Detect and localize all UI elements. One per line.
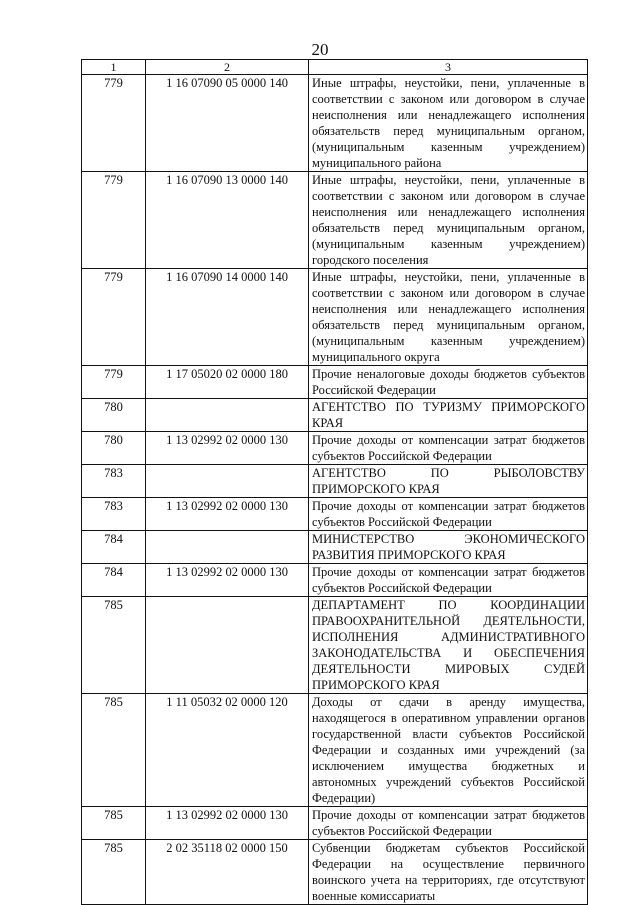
- table-row: [82, 172, 588, 269]
- revenue-code-cell: [146, 597, 309, 694]
- admin-code-cell: 779: [82, 269, 146, 366]
- agency-name-cell: ДЕПАРТАМЕНТ ПО КООРДИНАЦИИ ПРАВООХРАНИТЕЛЬНОЙ ДЕЯТЕЛЬНОСТИ, ИСПОЛНЕНИЯ АДМИНИСТРАТИВНОГО ЗАКОНОДАТЕЛЬСТВА И ОБЕСПЕЧЕНИЯ ДЕЯТЕЛЬНОСТИ МИРОВЫХ СУДЕЙ ПРИМОРСКОГО КРАЯ: [309, 597, 588, 694]
- agency-row: [82, 597, 588, 694]
- revenue-code-cell: 1 16 07090 05 0000 140: [146, 75, 309, 172]
- revenue-code-cell: [146, 399, 309, 432]
- revenue-code-cell: [146, 531, 309, 564]
- admin-code-cell: 785: [82, 694, 146, 807]
- agency-row: [82, 531, 588, 564]
- description-cell: Иные штрафы, неустойки, пени, уплаченные в соответствии с законом или договором в случае неисполнения или ненадлежащего исполнения обязательств перед муниципальным органом, (муниципальным казенным учреждением) городского поселения: [309, 172, 588, 269]
- admin-code-cell: 783: [82, 465, 146, 498]
- agency-name-cell: АГЕНТСТВО ПО РЫБОЛОВСТВУ ПРИМОРСКОГО КРАЯ: [309, 465, 588, 498]
- admin-code-cell: 783: [82, 498, 146, 531]
- revenue-code-cell: 1 13 02992 02 0000 130: [146, 807, 309, 840]
- table-header-row: [82, 60, 588, 75]
- admin-code-cell: 780: [82, 399, 146, 432]
- admin-code-cell: 779: [82, 75, 146, 172]
- table-row: [82, 694, 588, 807]
- agency-name-cell: МИНИСТЕРСТВО ЭКОНОМИЧЕСКОГО РАЗВИТИЯ ПРИМОРСКОГО КРАЯ: [309, 531, 588, 564]
- revenue-code-cell: 1 13 02992 02 0000 130: [146, 432, 309, 465]
- description-cell: Прочие доходы от компенсации затрат бюджетов субъектов Российской Федерации: [309, 498, 588, 531]
- description-cell: Субвенции бюджетам субъектов Российской Федерации на осуществление первичного воинского учета на территориях, где отсутствуют военные комиссариаты: [309, 840, 588, 905]
- description-cell: Иные штрафы, неустойки, пени, уплаченные в соответствии с законом или договором в случае неисполнения или ненадлежащего исполнения обязательств перед муниципальным органом, (муниципальным казенным учреждением) муниципального округа: [309, 269, 588, 366]
- revenue-code-cell: 1 11 05032 02 0000 120: [146, 694, 309, 807]
- table-body: [82, 60, 588, 905]
- page-number: 20: [311, 40, 329, 59]
- admin-code-cell: 780: [82, 432, 146, 465]
- agency-row: [82, 399, 588, 432]
- description-cell: Прочие доходы от компенсации затрат бюджетов субъектов Российской Федерации: [309, 564, 588, 597]
- column-header-1: 1: [82, 60, 146, 75]
- column-header-2: 2: [146, 60, 309, 75]
- admin-code-cell: 779: [82, 366, 146, 399]
- column-header-3: 3: [309, 60, 588, 75]
- admin-code-cell: 784: [82, 531, 146, 564]
- description-cell: Прочие неналоговые доходы бюджетов субъектов Российской Федерации: [309, 366, 588, 399]
- table-row: [82, 807, 588, 840]
- revenue-codes-table: [81, 59, 588, 905]
- admin-code-cell: 785: [82, 597, 146, 694]
- description-cell: Прочие доходы от компенсации затрат бюджетов субъектов Российской Федерации: [309, 432, 588, 465]
- description-cell: Иные штрафы, неустойки, пени, уплаченные в соответствии с законом или договором в случае неисполнения или ненадлежащего исполнения обязательств перед муниципальным органом, (муниципальным казенным учреждением) муниципального района: [309, 75, 588, 172]
- table-row: [82, 840, 588, 905]
- admin-code-cell: 785: [82, 807, 146, 840]
- revenue-code-cell: 1 17 05020 02 0000 180: [146, 366, 309, 399]
- admin-code-cell: 784: [82, 564, 146, 597]
- agency-name-cell: АГЕНТСТВО ПО ТУРИЗМУ ПРИМОРСКОГО КРАЯ: [309, 399, 588, 432]
- table-row: [82, 498, 588, 531]
- table-row: [82, 75, 588, 172]
- agency-row: [82, 465, 588, 498]
- table-row: [82, 564, 588, 597]
- table-row: [82, 366, 588, 399]
- revenue-code-cell: 1 13 02992 02 0000 130: [146, 498, 309, 531]
- revenue-code-cell: 2 02 35118 02 0000 150: [146, 840, 309, 905]
- admin-code-cell: 785: [82, 840, 146, 905]
- description-cell: Доходы от сдачи в аренду имущества, находящегося в оперативном управлении органов государственной власти субъектов Российской Федерации и созданных ими учреждений (за исключением имущества бюджетных и автономных учреждений субъектов Российской Федерации): [309, 694, 588, 807]
- table-row: [82, 432, 588, 465]
- revenue-code-cell: 1 16 07090 14 0000 140: [146, 269, 309, 366]
- revenue-code-cell: 1 13 02992 02 0000 130: [146, 564, 309, 597]
- revenue-code-cell: 1 16 07090 13 0000 140: [146, 172, 309, 269]
- description-cell: Прочие доходы от компенсации затрат бюджетов субъектов Российской Федерации: [309, 807, 588, 840]
- admin-code-cell: 779: [82, 172, 146, 269]
- table-row: [82, 269, 588, 366]
- revenue-code-cell: [146, 465, 309, 498]
